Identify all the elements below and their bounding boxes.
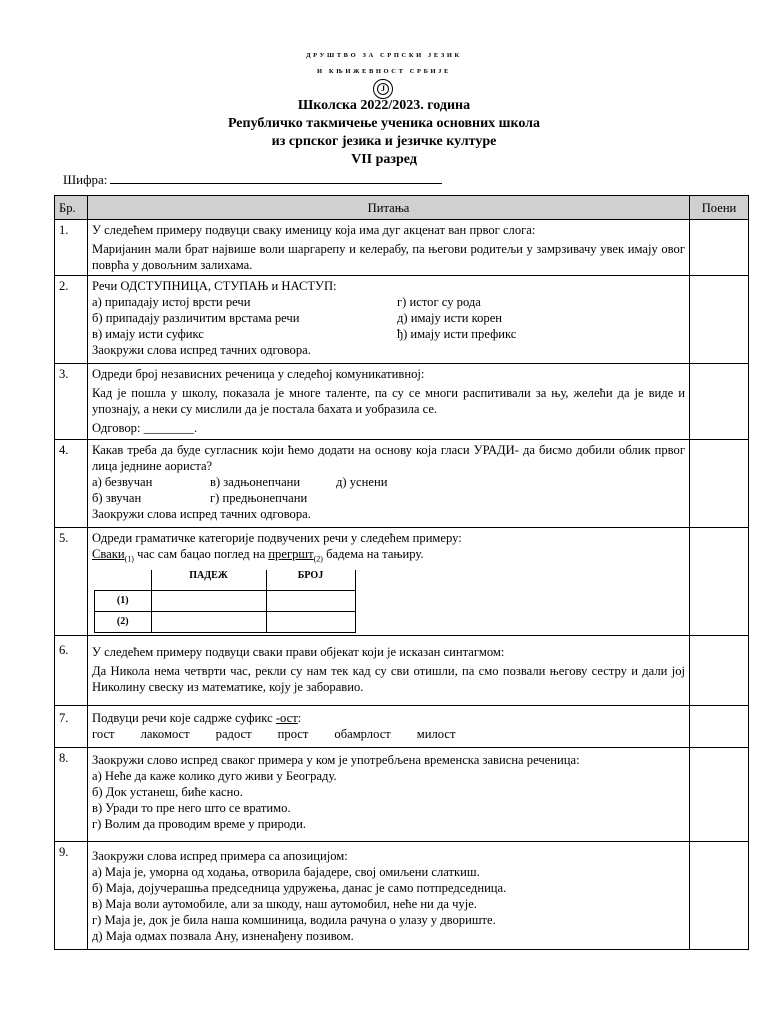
question-text: Маријанин мали брат највише воли шаргарепу и келерабу, па његови родитељи у замрзивачу увек имају овог поврћа у довољним залихама.: [92, 242, 685, 272]
question-number: 5.: [55, 528, 88, 636]
question-prompt: [92, 710, 685, 726]
word-list: [92, 726, 685, 742]
option-g[interactable]: г) предњонепчани: [210, 491, 308, 505]
question-number: 2.: [55, 276, 88, 364]
document-title: [0, 97, 768, 169]
question-cell: [88, 705, 690, 747]
option-item[interactable]: б) Док устанеш, биће касно.: [92, 784, 243, 799]
word-item[interactable]: радост: [215, 726, 252, 741]
prompt-end: :: [297, 710, 302, 725]
grid-cell-case-2[interactable]: [151, 611, 266, 632]
question-row-6: [55, 635, 749, 705]
grid-cell-case-1[interactable]: [151, 590, 266, 611]
option-item[interactable]: а) Неће да каже колико дуго живи у Београду.: [92, 768, 337, 783]
answer-line: [92, 420, 685, 436]
question-row-1: [55, 220, 749, 276]
prompt-start: Подвуци речи које садрже суфикс: [92, 710, 276, 725]
underlined-word-2: прегршт: [268, 547, 314, 561]
question-prompt: Какав треба да буде сугласник који ћемо додати на основу која гласи УРАДИ- да бисмо добили облик првог лица једнине аориста?: [92, 443, 685, 473]
marker-2: (2): [313, 554, 323, 564]
code-input-line[interactable]: [110, 171, 442, 184]
question-row-5: [55, 528, 749, 636]
question-cell: [88, 276, 690, 364]
points-cell[interactable]: [690, 705, 749, 747]
points-cell[interactable]: [690, 841, 749, 949]
question-row-7: [55, 705, 749, 747]
grid-header-number: БРОЈ: [266, 570, 355, 591]
option-b[interactable]: б) звучан: [92, 491, 142, 505]
society-logo: [373, 79, 393, 99]
question-number: 8.: [55, 747, 88, 841]
question-cell: [88, 528, 690, 636]
grid-row-2: [95, 611, 356, 632]
option-v[interactable]: в) имају исти суфикс: [92, 327, 204, 341]
option-dj[interactable]: ђ) имају исти префикс: [397, 327, 517, 341]
question-prompt: Заокружи слова испред примера са апозицијом:: [92, 848, 348, 863]
option-item[interactable]: г) Маја је, док је била наша комшиница, водила рачуна о улазу у двориште.: [92, 912, 496, 927]
question-instruction: Заокружи слова испред тачних одговора.: [92, 507, 311, 521]
question-prompt: Одреди граматичке категорије подвучених речи у следећем примеру:: [92, 531, 462, 545]
question-row-3: [55, 364, 749, 440]
header-points: Поени: [690, 196, 749, 220]
question-instruction: Заокружи слова испред тачних одговора.: [92, 343, 311, 357]
grid-cell-number-1[interactable]: [266, 590, 355, 611]
points-cell[interactable]: [690, 440, 749, 528]
suffix: -ост: [275, 710, 298, 725]
word-item[interactable]: прост: [277, 726, 309, 741]
grid-row-label: (2): [95, 611, 152, 632]
question-number: 3.: [55, 364, 88, 440]
grid-row-1: [95, 590, 356, 611]
grade-title: VII разред: [351, 152, 417, 167]
question-prompt: Одреди број независних реченица у следећој комуникативној:: [92, 367, 425, 381]
option-a[interactable]: а) припадају истој врсти речи: [92, 295, 251, 309]
question-number: 4.: [55, 440, 88, 528]
question-prompt: Заокружи слово испред сваког примера у ком је употребљена временска зависна реченица:: [92, 752, 580, 767]
word-item[interactable]: обамрлост: [334, 726, 391, 741]
question-cell: [88, 440, 690, 528]
marker-1: (1): [124, 554, 134, 564]
answer-label: Одговор:: [92, 421, 141, 435]
option-item[interactable]: в) Уради то пре него што се вратимо.: [92, 800, 291, 815]
option-d[interactable]: д) имају исти корен: [397, 311, 503, 325]
option-g[interactable]: г) истог су рода: [397, 295, 481, 309]
question-cell: [88, 364, 690, 440]
logo-letter: Ј: [377, 83, 389, 95]
option-d[interactable]: д) уснени: [336, 475, 388, 489]
answer-blank[interactable]: ________.: [143, 421, 198, 435]
underlined-word-1: Сваки: [92, 547, 125, 561]
option-item[interactable]: а) Маја је, уморна од ходања, отворила бајадере, свој омиљени слаткиш.: [92, 864, 480, 879]
example-end: бадема на тањиру.: [322, 547, 424, 561]
question-number: 1.: [55, 220, 88, 276]
points-cell[interactable]: [690, 747, 749, 841]
option-v[interactable]: в) задњонепчани: [210, 475, 301, 489]
question-row-8: [55, 747, 749, 841]
grid-corner: [95, 570, 152, 591]
competition-title: Републичко такмичење ученика основних школа: [227, 116, 541, 131]
question-cell: [88, 635, 690, 705]
table-header-row: [55, 196, 749, 220]
subject-title: из српског језика и језичке културе: [271, 134, 497, 149]
points-cell[interactable]: [690, 276, 749, 364]
school-year-title: Школска 2022/2023. година: [297, 98, 471, 113]
question-prompt: У следећем примеру подвуци сваки прави објекат који је исказан синтагмом:: [92, 644, 505, 659]
organization-name-line1: ДРУШТВО ЗА СРПСКИ ЈЕЗИК: [306, 52, 462, 59]
word-item[interactable]: милост: [416, 726, 456, 741]
answer-grid: [94, 570, 356, 633]
points-cell[interactable]: [690, 364, 749, 440]
question-cell: [88, 220, 690, 276]
question-cell: [88, 841, 690, 949]
word-item[interactable]: гост: [92, 726, 115, 741]
header-questions: Питања: [88, 196, 690, 220]
question-prompt: Речи ОДСТУПНИЦА, СТУПАЊ и НАСТУП:: [92, 279, 337, 293]
question-row-9: [55, 841, 749, 949]
code-field: [63, 171, 442, 188]
option-item[interactable]: д) Маја одмах позвала Ану, изненађену позивом.: [92, 928, 354, 943]
question-number: 6.: [55, 635, 88, 705]
header-number: Бр.: [55, 196, 88, 220]
option-item[interactable]: в) Маја воли аутомобиле, али за шкоду, наш аутомобил, неће ни да чује.: [92, 896, 477, 911]
grid-cell-number-2[interactable]: [266, 611, 355, 632]
grid-row-label: (1): [95, 590, 152, 611]
question-row-4: [55, 440, 749, 528]
example-middle: час сам бацао поглед на: [133, 547, 269, 561]
question-row-2: [55, 276, 749, 364]
points-cell[interactable]: [690, 220, 749, 276]
option-item[interactable]: г) Волим да проводим време у природи.: [92, 816, 307, 831]
question-text: Кад је пошла у школу, показала је многе таленте, па су се многи распитивали за њу, желећи да је виде и упознају, а неки су мислили да је постала бахата и уобразила се.: [92, 386, 685, 416]
question-prompt: У следећем примеру подвуци сваку именицу која има дуг акценат ван првог слога:: [92, 223, 536, 237]
question-number: 7.: [55, 705, 88, 747]
question-cell: [88, 747, 690, 841]
points-cell[interactable]: [690, 635, 749, 705]
points-cell[interactable]: [690, 528, 749, 636]
option-item[interactable]: б) Маја, дојучерашња председница удружења, данас је само потпредседница.: [92, 880, 507, 895]
code-label: Шифра:: [63, 172, 108, 187]
question-example: [92, 546, 685, 568]
questions-table: [54, 195, 749, 950]
option-a[interactable]: а) безвучан: [92, 475, 153, 489]
grid-header-row: [95, 570, 356, 591]
word-item[interactable]: лакомост: [140, 726, 190, 741]
question-text: Да Никола нема четврти час, рекли су нам тек кад су сви отишли, па смо позвали његову сестру и дали јој Николину свеску из математике, коју је заборавио.: [92, 663, 685, 694]
option-b[interactable]: б) припадају различитим врстама речи: [92, 311, 300, 325]
grid-header-case: ПАДЕЖ: [151, 570, 266, 591]
organization-name-line2: И КЊИЖЕВНОСТ СРБИЈЕ: [317, 68, 451, 75]
question-number: 9.: [55, 841, 88, 949]
